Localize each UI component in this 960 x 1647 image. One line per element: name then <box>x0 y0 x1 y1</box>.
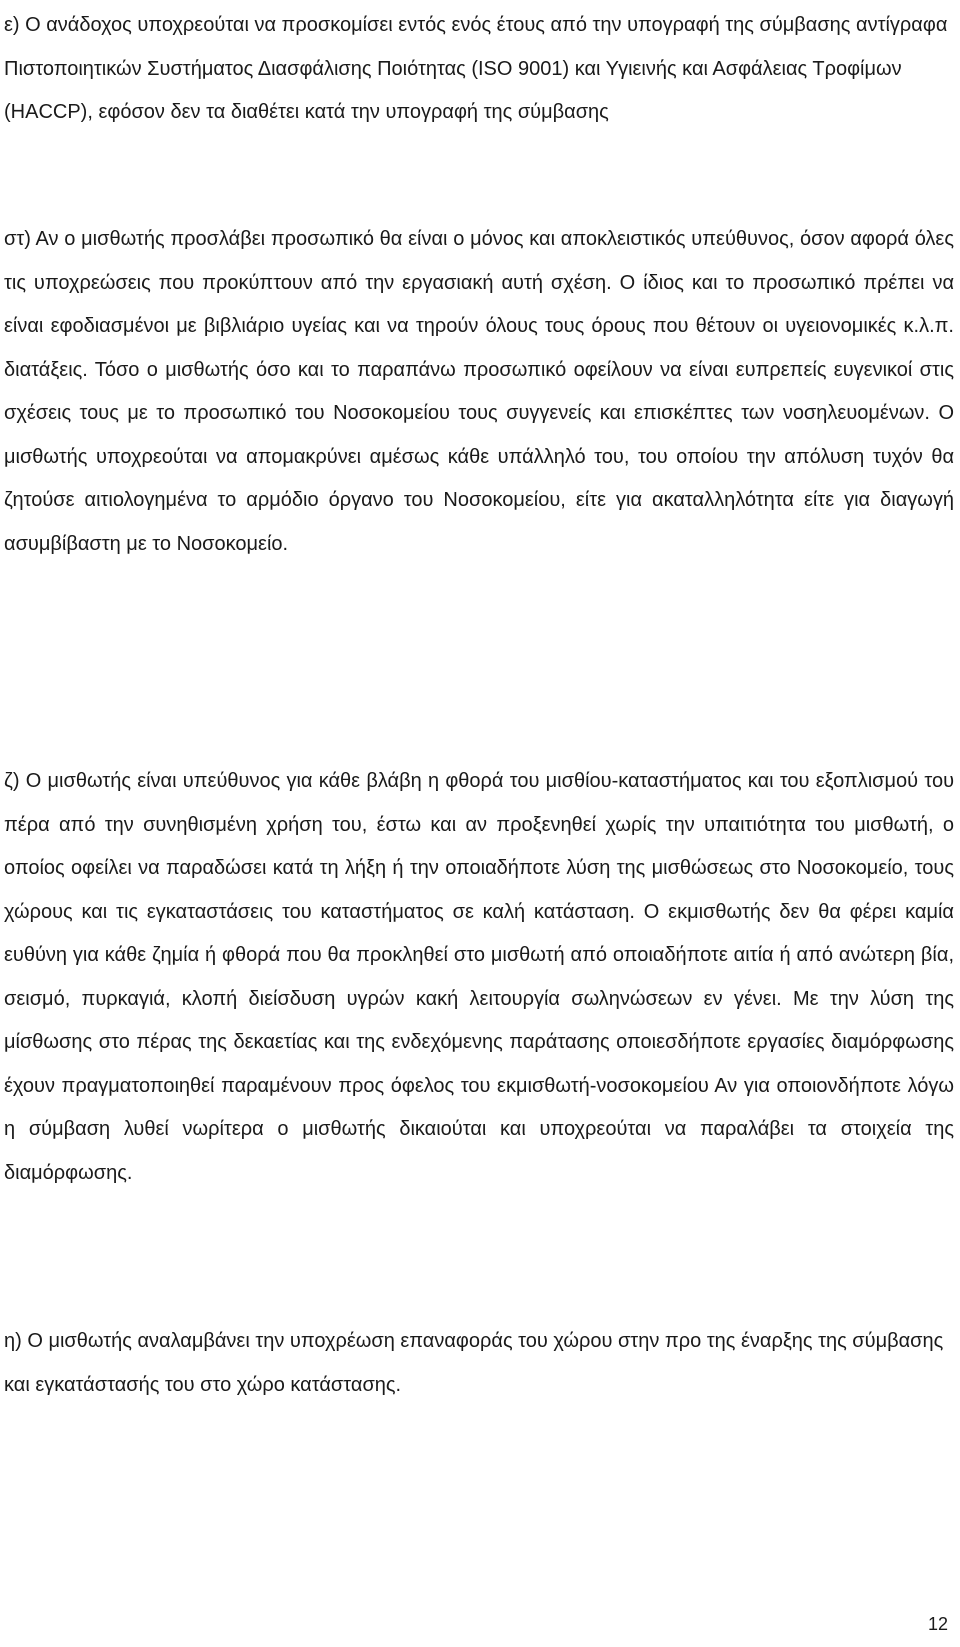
paragraph-e: ε) Ο ανάδοχος υποχρεούται να προσκομίσει εντός ενός έτους από την υπογραφή της σύμβασης αντίγραφα Πιστοποιητικών Συστήματος Διασφάλισης Ποιότητας (ISO 9001) και Υγιεινής και Ασφάλειας Τροφίμων (HACCP), εφόσον δεν τα διαθέτει κατά την υπογραφή της σύμβασης <box>4 14 948 123</box>
page-number: 12 <box>927 1614 948 1634</box>
paragraph-st: στ) Αν ο μισθωτής προσλάβει προσωπικό θα είναι ο μόνος και αποκλειστικός υπεύθυνος, όσον αφορά όλες τις υποχρεώσεις που προκύπτουν από την εργασιακή αυτή σχέση. Ο ίδιος και το προσωπικό πρέπει να είναι εφοδιασμένοι με βιβλιάριο υγείας και να τηρούν όλους τους όρους που θέτουν οι υγειονομικές κ.λ.π. διατάξεις. Τόσο ο μισθωτής όσο και το παραπάνω προσωπικό οφείλουν να είναι ευπρεπείς ευγενικοί στις σχέσεις τους με το προσωπικό του Νοσοκομείου τους συγγενείς και επισκέπτες των νοσηλευομένων. Ο μισθωτής υποχρεούται να απομακρύνει αμέσως κάθε υπάλληλό του, του οποίου την απόλυση τυχόν θα ζητούσε αιτιολογημένα το αρμόδιο όργανο του Νοσοκομείου, είτε για ακαταλληλότητα είτε για διαγωγή ασυμβίβαστη με το Νοσοκομείο. <box>4 228 954 555</box>
paragraph-z: ζ) Ο μισθωτής είναι υπεύθυνος για κάθε βλάβη η φθορά του μισθίου-καταστήματος και του εξοπλισμού του πέρα από την συνηθισμένη χρήση του, έστω και αν προξενηθεί χωρίς την υπαιτιότητα του μισθωτή, ο οποίος οφείλει να παραδώσει κατά τη λήξη ή την οποιαδήποτε λύση της μισθώσεως στο Νοσοκομείο, τους χώρους και τις εγκαταστάσεις του καταστήματος σε καλή κατάσταση. Ο εκμισθωτής δεν θα φέρει καμία ευθύνη για κάθε ζημία ή φθορά που θα προκληθεί στο μισθωτή από οποιαδήποτε αιτία ή από ανώτερη βία, σεισμό, πυρκαγιά, κλοπή διείσδυση υγρών κακή λειτουργία σωληνώσεων εν γένει. Με την λύση της μίσθωσης στο πέρας της δεκαετίας και της ενδεχόμενης παράτασης οποιεσδήποτε εργασίες διαμόρφωσης έχουν πραγματοποιηθεί παραμένουν προς όφελος του εκμισθωτή-νοσοκομείου Αν για οποιονδήποτε λόγω η σύμβαση λυθεί νωρίτερα ο μισθωτής δικαιούται και υποχρεούται να παραλάβει τα στοιχεία της διαμόρφωσης. <box>4 770 954 1184</box>
paragraph-h: η) Ο μισθωτής αναλαμβάνει την υποχρέωση επαναφοράς του χώρου στην προ της έναρξης της σύμβασης και εγκατάστασής του στο χώρο κατάστασης. <box>4 1330 944 1396</box>
